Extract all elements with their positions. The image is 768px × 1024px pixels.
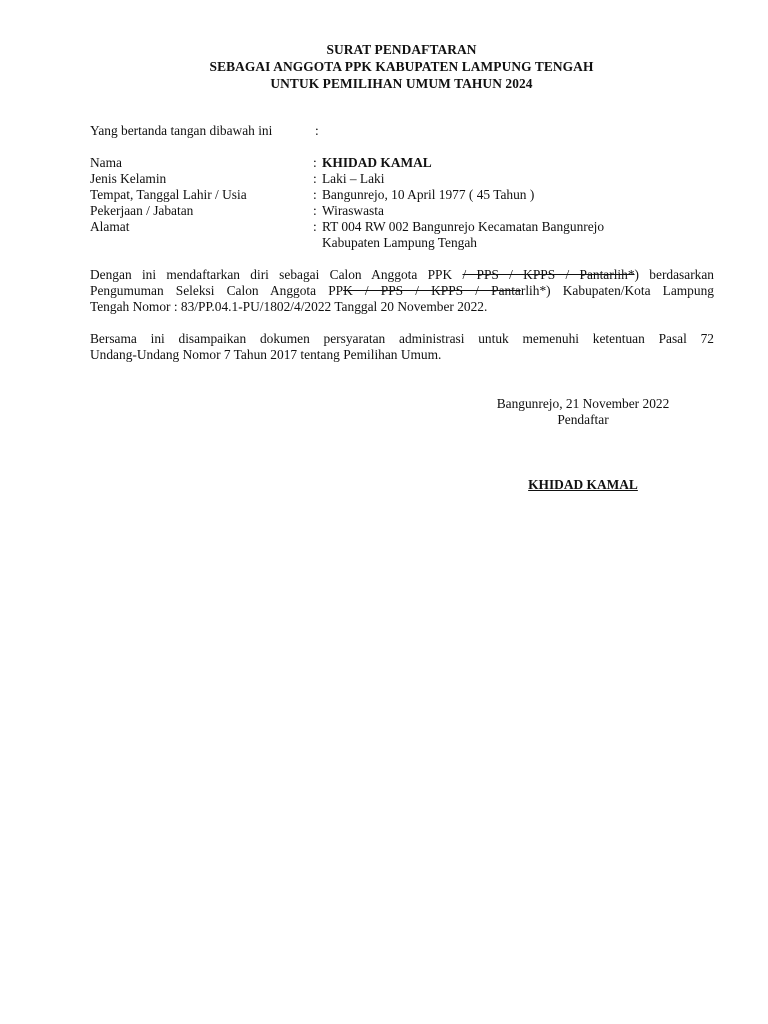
paragraph1-line1-text: Dengan ini mendaftarkan diri sebagai Calon Anggota PPK xyxy=(90,267,453,282)
field-nama-value: KHIDAD KAMAL xyxy=(322,155,432,170)
field-ttl-label: Tempat, Tanggal Lahir / Usia xyxy=(90,187,247,202)
paragraph1-line1-end: ) berdasarkan xyxy=(634,267,714,282)
field-nama-label: Nama xyxy=(90,155,122,170)
field-pekerjaan-value: Wiraswasta xyxy=(322,203,384,218)
paragraph1-line2 xyxy=(90,283,714,299)
field-pekerjaan-label: Pekerjaan / Jabatan xyxy=(90,203,194,218)
field-jenis-kelamin-colon: : xyxy=(313,171,317,186)
paragraph1-line2-text: Pengumuman Seleksi Calon Anggota PP xyxy=(90,283,344,298)
paragraph1-line1-strikethrough: / PPS / KPPS / Pantarlih* xyxy=(462,267,635,282)
signature-role: Pendaftar xyxy=(557,412,609,427)
signature-place-date: Bangunrejo, 21 November 2022 xyxy=(496,396,670,411)
header-election-year: UNTUK PEMILIHAN UMUM TAHUN 2024 xyxy=(270,76,533,91)
field-alamat-label: Alamat xyxy=(90,219,130,234)
field-ttl-value: Bangunrejo, 10 April 1977 ( 45 Tahun ) xyxy=(322,187,535,202)
paragraph1-line2-end: rlih*) Kabupaten/Kota Lampung xyxy=(520,283,714,298)
intro-colon: : xyxy=(315,123,319,138)
header-subtitle: SEBAGAI ANGGOTA PPK KABUPATEN LAMPUNG TENGAH xyxy=(209,59,594,74)
paragraph1-line3: Tengah Nomor : 83/PP.04.1-PU/1802/4/2022 Tanggal 20 November 2022. xyxy=(90,299,488,314)
paragraph2-line1: Bersama ini disampaikan dokumen persyaratan administrasi untuk memenuhi ketentuan Pasal 72 xyxy=(90,331,714,346)
field-ttl-colon: : xyxy=(313,187,317,202)
field-jenis-kelamin-label: Jenis Kelamin xyxy=(90,171,167,186)
intro-label: Yang bertanda tangan dibawah ini xyxy=(90,123,273,138)
signature-name: KHIDAD KAMAL xyxy=(528,477,638,492)
field-pekerjaan-colon: : xyxy=(313,203,317,218)
field-alamat-value-line1: RT 004 RW 002 Bangunrejo Kecamatan Bangunrejo xyxy=(322,219,605,234)
field-alamat-value-line2: Kabupaten Lampung Tengah xyxy=(322,235,477,250)
paragraph2-line2: Undang-Undang Nomor 7 Tahun 2017 tentang Pemilihan Umum. xyxy=(90,347,442,362)
header-title: SURAT PENDAFTARAN xyxy=(326,42,477,57)
field-alamat-colon: : xyxy=(313,219,317,234)
field-jenis-kelamin-value: Laki – Laki xyxy=(322,171,385,186)
paragraph1-line2-strikethrough: K / PPS / KPPS / Panta xyxy=(343,283,521,298)
field-nama-colon: : xyxy=(313,155,317,170)
paragraph1-line1 xyxy=(90,267,714,283)
